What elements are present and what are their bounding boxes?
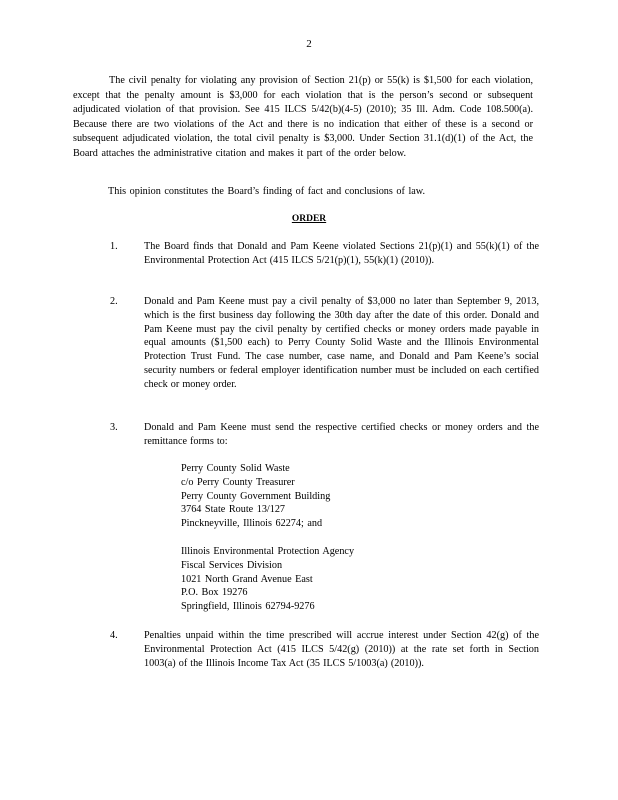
order-item-text: Donald and Pam Keene must pay a civil penalty of $3,000 no later than September 9, 2013, which is the first business day following the 30th day after the date of this order. Donald and Pam Keene must pay the civil penalty by certified checks or money orders made payable in equal amounts ($1,500 each) to Perry County Solid Waste and the Illinois Environmental Protection Trust Fund. The case number, case name, and Donald and Pam Keene’s social security numbers or federal employer identification number must be included on each certified check or money order.	[144, 296, 539, 390]
order-item-number: 4.	[110, 630, 118, 641]
order-heading: ORDER	[291, 214, 327, 224]
order-item-number: 3.	[110, 422, 118, 433]
address-line: Fiscal Services Division	[181, 559, 283, 571]
order-item-number: 2.	[110, 296, 118, 307]
order-item-text: The Board finds that Donald and Pam Keene violated Sections 21(p)(1) and 55(k)(1) of the Environmental Protection Act (415 ILCS 5/21(p)(1), 55(k)(1) (2010)).	[144, 241, 539, 266]
order-item-text: Donald and Pam Keene must send the respective certified checks or money orders and the remittance forms to:	[144, 422, 539, 447]
address-line: Perry County Government Building	[181, 490, 331, 502]
address-line: Pinckneyville, Illinois 62274; and	[181, 518, 323, 530]
order-item-text: Penalties unpaid within the time prescribed will accrue interest under Section 42(g) of the Environmental Protection Act (415 ILCS 5/42(g) (2010)) at the rate set forth in Section 1003(a) of the Illinois Income Tax Act (35 ILCS 5/1003(a) (2010)).	[144, 630, 539, 669]
address-line: P.O. Box 19276	[181, 587, 248, 599]
address-illinois-epa	[181, 545, 354, 614]
address-line: Perry County Solid Waste	[181, 463, 290, 474]
address-perry-county	[181, 462, 330, 531]
order-item-number: 1.	[110, 241, 118, 252]
penalty-paragraph: The civil penalty for violating any provision of Section 21(p) or 55(k) is $1,500 for each violation, except that the penalty amount is $3,000 for each violation that is the person’s second or subsequent adjudicated violation of that provision. See 415 ILCS 5/42(b)(4-5) (2010); 35 Ill. Adm. Code 108.500(a). Because there are two violations of the Act and there is no indication that either of these is a second or subsequent adjudicated violation, the total civil penalty is $3,000. Under Section 31.1(d)(1) of the Act, the Board attaches the administrative citation and makes it part of the order below.	[73, 75, 533, 159]
page-number: 2	[306, 38, 312, 50]
address-line: c/o Perry County Treasurer	[181, 476, 295, 488]
address-line: Illinois Environmental Protection Agency	[181, 546, 355, 557]
address-line: 1021 North Grand Avenue East	[181, 573, 313, 585]
address-line: 3764 State Route 13/127	[181, 504, 286, 516]
address-line: Springfield, Illinois 62794-9276	[181, 601, 315, 613]
opinion-paragraph: This opinion constitutes the Board’s finding of fact and conclusions of law.	[108, 186, 426, 197]
